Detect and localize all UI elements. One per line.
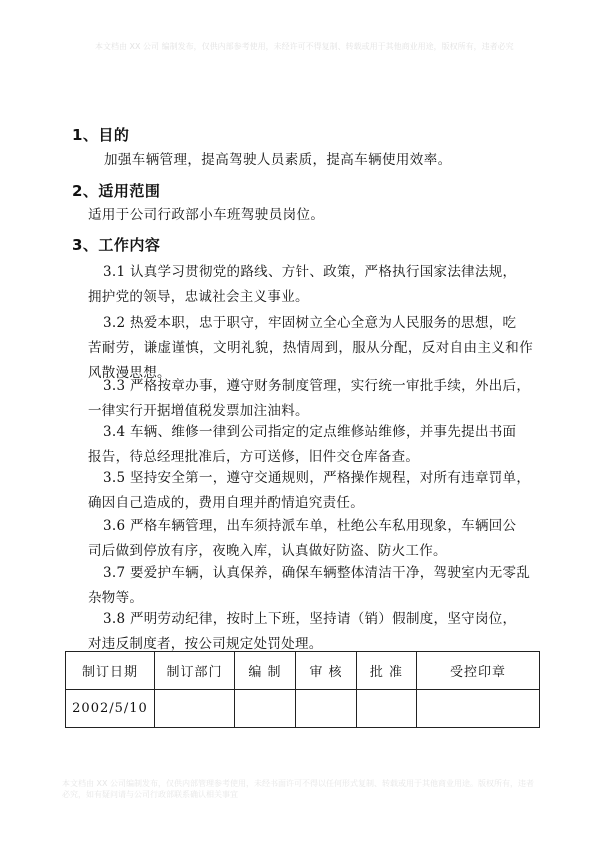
cell-approver bbox=[357, 690, 417, 728]
work-item-line: 3.2 热爱本职，忠于职守，牢固树立全心全意为人民服务的思想，吃 bbox=[103, 315, 517, 331]
cell-compiler bbox=[235, 690, 296, 728]
work-item-3-7 bbox=[88, 561, 533, 611]
section-body-purpose: 加强车辆管理，提高驾驶人员素质，提高车辆使用效率。 bbox=[104, 152, 452, 168]
work-item-continuation: 司后做到停放有序，夜晚入库，认真做好防盗、防火工作。 bbox=[88, 543, 447, 559]
header-reviewer: 审 核 bbox=[296, 652, 357, 690]
work-item-line: 3.5 坚持安全第一，遵守交通规则，严格操作规程，对所有违章罚单， bbox=[103, 470, 531, 486]
work-item-continuation: 拥护党的领导，忠诚社会主义事业。 bbox=[88, 289, 309, 305]
work-item-3-4 bbox=[88, 420, 533, 470]
work-item-continuation: 对违反制度者，按公司规定处罚处理。 bbox=[88, 636, 323, 652]
watermark-bottom: 本文档由 XX 公司编制发布，仅供内部管理参考使用，未经书面许可不得以任何形式复制、转载或用于其他商业用途。版权所有，违者必究，如有疑问请与公司行政部联系确认相关事宜 bbox=[62, 779, 535, 799]
header-department: 制订部门 bbox=[155, 652, 235, 690]
work-item-line: 3.4 车辆、维修一律到公司指定的定点维修站维修，并事先提出书面 bbox=[103, 424, 517, 440]
cell-date: 2002/5/10 bbox=[66, 690, 155, 728]
cell-reviewer bbox=[296, 690, 357, 728]
table-row bbox=[66, 690, 540, 728]
section-heading-purpose: 1、目的 bbox=[72, 126, 130, 144]
work-item-3-1 bbox=[88, 260, 533, 310]
header-date: 制订日期 bbox=[66, 652, 155, 690]
header-seal: 受控印章 bbox=[417, 652, 540, 690]
watermark-top: 本文档由 XX 公司 编制发布，仅供内部参考使用，未经许可不得复制、转载或用于其他商业用途，版权所有，违者必究 bbox=[95, 42, 514, 51]
work-item-line: 3.8 严明劳动纪律，按时上下班，坚持请（销）假制度，坚守岗位， bbox=[103, 611, 517, 627]
work-item-3-3 bbox=[88, 374, 533, 424]
header-approver: 批 准 bbox=[357, 652, 417, 690]
work-item-line: 3.6 严格车辆管理，出车须持派车单，杜绝公车私用现象，车辆回公 bbox=[103, 518, 517, 534]
work-item-continuation: 报告，待总经理批准后，方可送修，旧件交仓库备查。 bbox=[88, 449, 420, 465]
header-compiler: 编 制 bbox=[235, 652, 296, 690]
work-item-line: 3.1 认真学习贯彻党的路线、方针、政策，严格执行国家法律法规， bbox=[103, 264, 517, 280]
work-item-3-5 bbox=[88, 466, 533, 516]
work-item-continuation: 一律实行开据增值税发票加注油料。 bbox=[88, 403, 309, 419]
section-heading-work-content: 3、工作内容 bbox=[72, 236, 161, 254]
cell-seal bbox=[417, 690, 540, 728]
work-item-3-6 bbox=[88, 514, 533, 564]
work-item-continuation: 确因自己造成的，费用自理并酌情追究责任。 bbox=[88, 495, 364, 511]
work-item-line: 3.3 严格按章办事，遵守财务制度管理，实行统一审批手续，外出后， bbox=[103, 378, 531, 394]
work-item-3-8 bbox=[88, 607, 533, 657]
table-header-row bbox=[66, 652, 540, 690]
section-body-scope: 适用于公司行政部小车班驾驶员岗位。 bbox=[88, 207, 325, 223]
work-item-continuation: 杂物等。 bbox=[88, 590, 144, 606]
cell-department bbox=[155, 690, 235, 728]
work-item-line: 3.7 要爱护车辆，认真保养，确保车辆整体清洁干净，驾驶室内无零乱 bbox=[103, 565, 531, 581]
work-item-continuation: 苦耐劳，谦虚谨慎，文明礼貌，热情周到，服从分配，反对自由主义和作风散漫思想。 bbox=[88, 340, 533, 381]
section-heading-scope: 2、适用范围 bbox=[72, 182, 161, 200]
approval-table bbox=[65, 651, 540, 728]
